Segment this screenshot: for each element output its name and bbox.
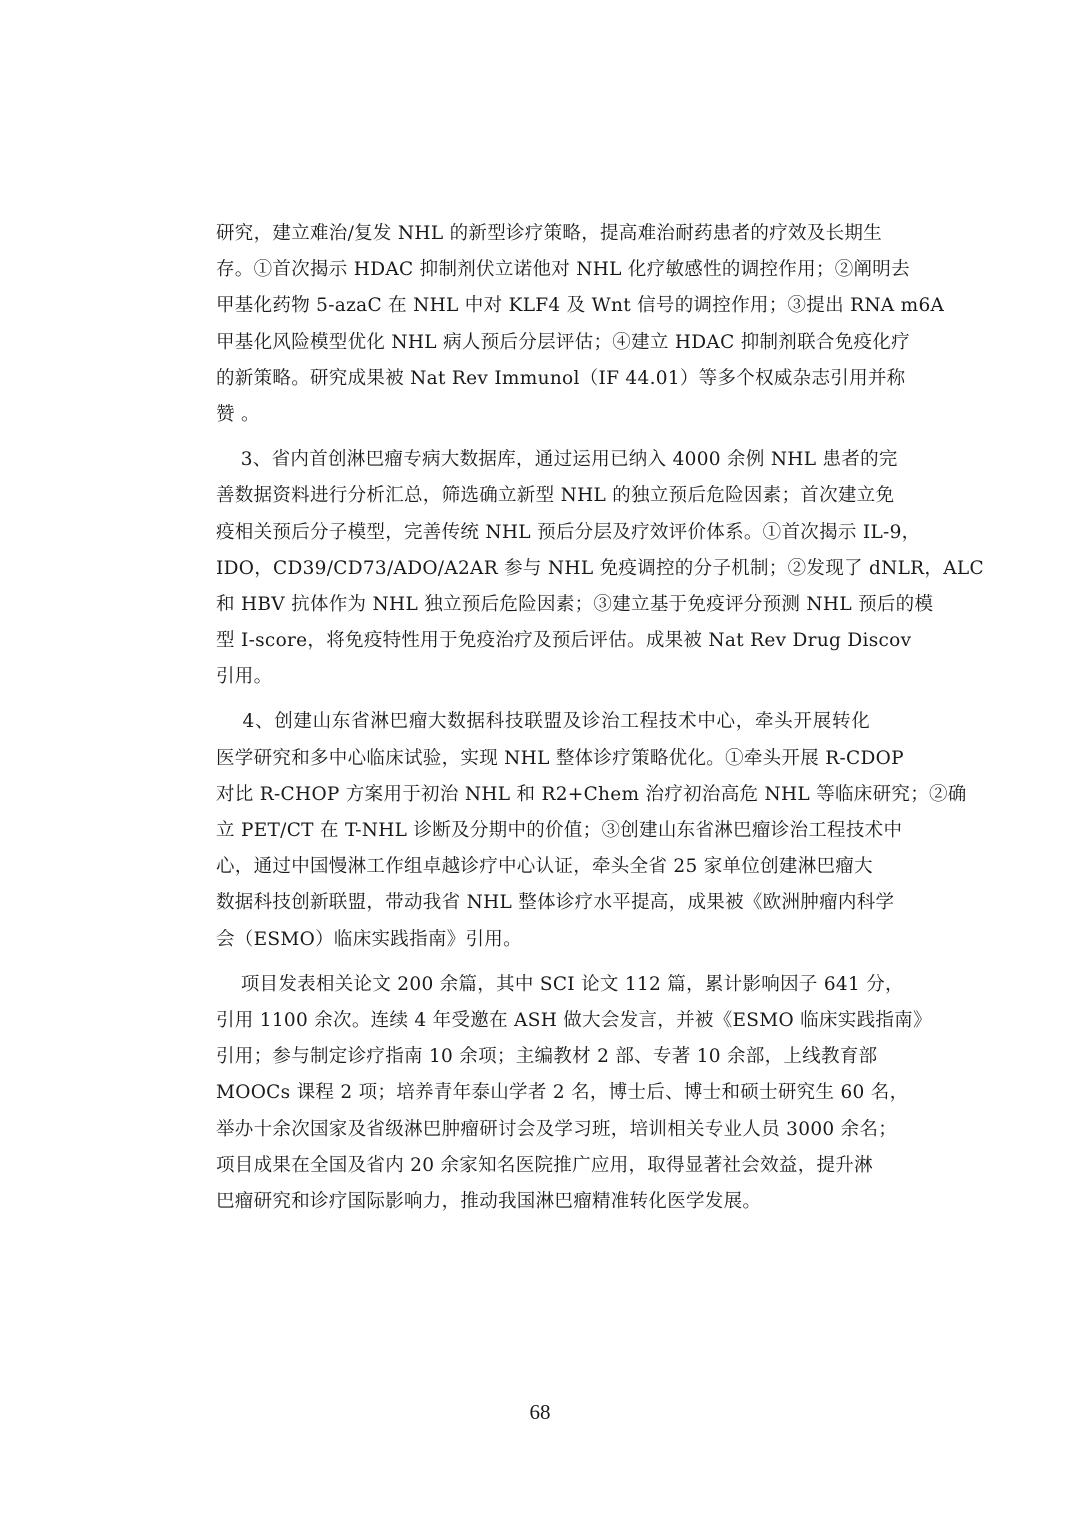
text-line: 对比 R-CHOP 方案用于初治 NHL 和 R2+Chem 治疗初治高危 NHL 等临床研究；②确 bbox=[216, 783, 967, 805]
text-line: 的新策略。研究成果被 Nat Rev Immunol（IF 44.01）等多个权威杂志引用并称 bbox=[216, 367, 906, 389]
text-line: 研究，建立难治/复发 NHL 的新型诊疗策略，提高难治耐药患者的疗效及长期生 bbox=[216, 223, 883, 244]
text-line: 会（ESMO）临床实践指南》引用。 bbox=[216, 928, 522, 950]
text-line: 引用 1100 余次。连续 4 年受邀在 ASH 做大会发言，并被《ESMO 临床实践指南》 bbox=[216, 1009, 932, 1031]
text-line: 甲基化药物 5-azaC 在 NHL 中对 KLF4 及 Wnt 信号的调控作用；③提出 RNA m6A bbox=[216, 295, 945, 317]
text-line: 疫相关预后分子模型，完善传统 NHL 预后分层及疗效评价体系。①首次揭示 IL-9， bbox=[216, 521, 921, 543]
paragraph-spacer bbox=[216, 435, 870, 442]
text-line: 数据科技创新联盟，带动我省 NHL 整体诊疗水平提高，成果被《欧洲肿瘤内科学 bbox=[216, 892, 895, 914]
text-line: 举办十余次国家及省级淋巴肿瘤研讨会及学习班，培训相关专业人员 3000 余名； bbox=[216, 1118, 898, 1140]
text-line: 项目成果在全国及省内 20 余家知名医院推广应用，取得显著社会效益，提升淋 bbox=[216, 1154, 873, 1176]
text-line: 和 HBV 抗体作为 NHL 独立预后危险因素；③建立基于免疫评分预测 NHL 预后的模 bbox=[216, 593, 934, 615]
text-line: 善数据资料进行分析汇总，筛选确立新型 NHL 的独立预后危险因素；首次建立免 bbox=[216, 485, 895, 507]
text-line: 型 I-score，将免疫特性用于免疫治疗及预后评估。成果被 Nat Rev Drug Discov bbox=[216, 630, 912, 652]
text-line: 巴瘤研究和诊疗国际影响力，推动我国淋巴瘤精准转化医学发展。 bbox=[216, 1190, 762, 1212]
paragraph-publications-summary bbox=[216, 967, 932, 1220]
text-line: 甲基化风险模型优化 NHL 病人预后分层评估；④建立 HDAC 抑制剂联合免疫化疗 bbox=[216, 331, 910, 353]
text-line: 引用；参与制定诊疗指南 10 余项；主编教材 2 部、专著 10 余部，上线教育部 bbox=[216, 1046, 878, 1068]
text-line: 存。①首次揭示 HDAC 抑制剂伏立诺他对 NHL 化疗敏感性的调控作用；②阐明去 bbox=[216, 259, 910, 281]
paragraph-spacer bbox=[216, 697, 870, 704]
text-line: 3、省内首创淋巴瘤专病大数据库，通过运用已纳入 4000 余例 NHL 患者的完 bbox=[216, 449, 898, 471]
text-line: 赞 。 bbox=[216, 403, 260, 425]
paragraph-spacer bbox=[216, 960, 870, 967]
text-line: IDO，CD39/CD73/ADO/A2AR 参与 NHL 免疫调控的分子机制；②发现了 dNLR，ALC bbox=[216, 557, 984, 579]
text-line: 心，通过中国慢淋工作组卓越诊疗中心认证，牵头全省 25 家单位创建淋巴瘤大 bbox=[216, 856, 873, 878]
body-text bbox=[216, 216, 984, 1222]
text-line: 立 PET/CT 在 T-NHL 诊断及分期中的价值；③创建山东省淋巴瘤诊治工程技术中 bbox=[216, 820, 903, 841]
text-line: 引用。 bbox=[216, 666, 273, 688]
paragraph-big-data-database bbox=[216, 442, 984, 695]
text-line: 医学研究和多中心临床试验，实现 NHL 整体诊疗策略优化。①牵头开展 R-CDOP bbox=[216, 747, 904, 769]
paragraph-research-strategy bbox=[216, 216, 945, 433]
page-number: 68 bbox=[529, 1400, 551, 1424]
text-line: 项目发表相关论文 200 余篇，其中 SCI 论文 112 篇，累计影响因子 641 分， bbox=[216, 973, 904, 995]
text-line: 4、创建山东省淋巴瘤大数据科技联盟及诊治工程技术中心，牵头开展转化 bbox=[216, 711, 870, 733]
paragraph-alliance-center bbox=[216, 704, 967, 957]
text-line: MOOCs 课程 2 项；培养青年泰山学者 2 名，博士后、博士和硕士研究生 60 名， bbox=[216, 1082, 909, 1104]
